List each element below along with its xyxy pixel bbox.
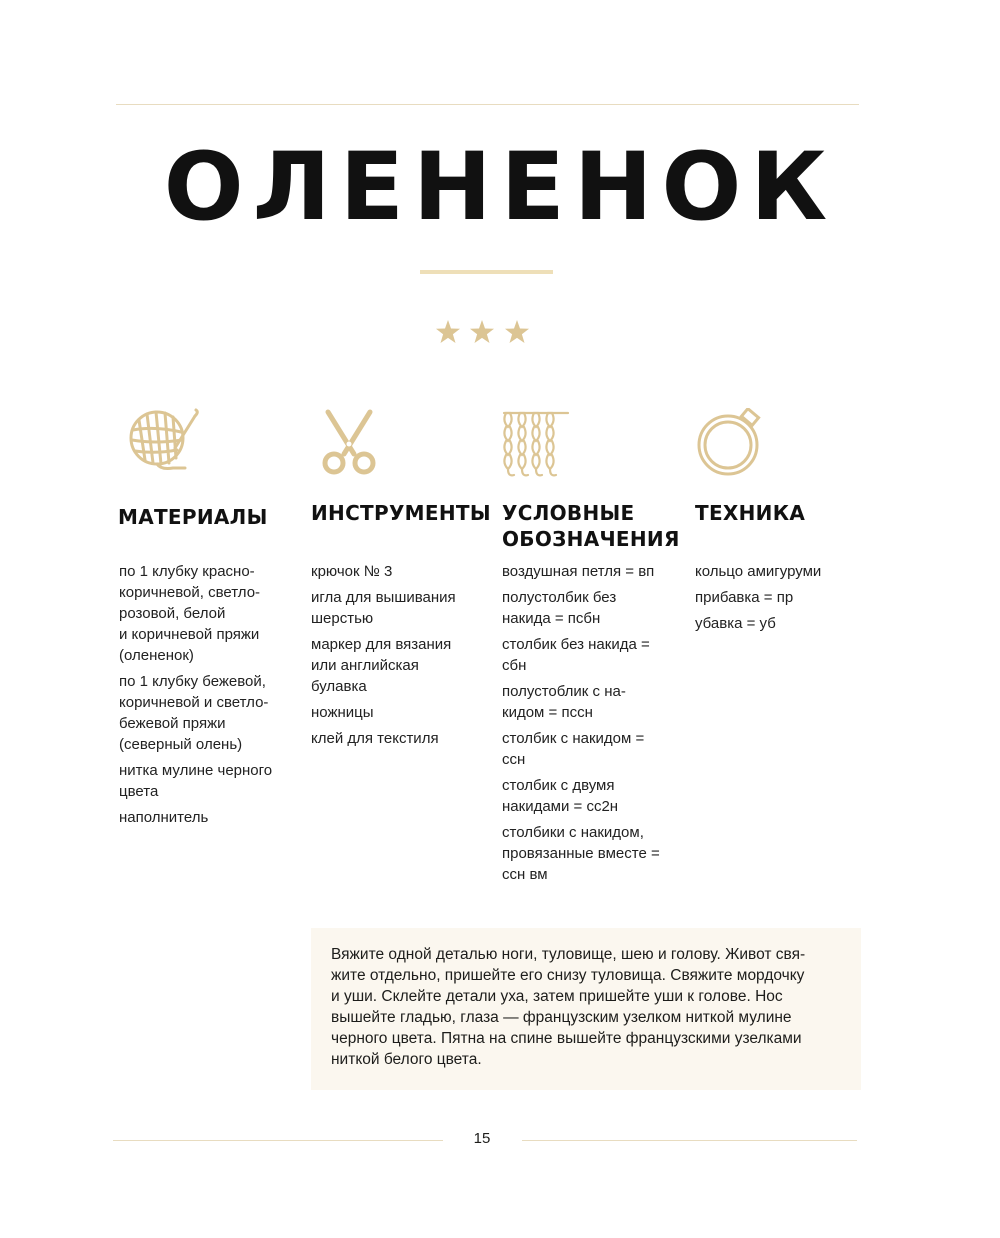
- list-item: кольцо амигуруми: [695, 563, 822, 580]
- list-item: крючок № 3: [311, 563, 393, 580]
- title-underline: [420, 270, 553, 274]
- list-item: по 1 клубку красно- коричневой, светло- розовой, белой и коричневой пряжи (олененок): [119, 563, 261, 664]
- technique-list: [695, 561, 885, 639]
- footer-rule-right: [522, 1140, 857, 1141]
- materials-heading: МАТЕРИАЛЫ: [118, 505, 268, 529]
- list-item: столбик с накидом = ссн: [502, 730, 645, 768]
- instructions-note: Вяжите одной деталью ноги, туловище, шею и голову. Живот свя- жите отдельно, пришейте его снизу туловища. Свяжите мордочку и уши. Склейте детали уха, затем пришейте уши к голове. Нос вышейте гладью, глаза — французским узелком ниткой мулине черного цвета. Пятна на спине вышейте французскими узелками ниткой белого цвета.: [311, 928, 861, 1090]
- amigurumi-ring-icon: [695, 408, 767, 478]
- list-item: убавка = уб: [695, 615, 776, 632]
- footer-rule-left: [113, 1140, 443, 1141]
- page-number: 15: [473, 1130, 491, 1147]
- list-item: наполнитель: [119, 809, 209, 826]
- list-item: полустолбик без накида = псбн: [502, 589, 617, 627]
- list-item: нитка мулине черного цвета: [119, 762, 273, 800]
- star-icon: [436, 320, 460, 343]
- list-item: игла для вышивания шерстью: [311, 589, 456, 627]
- tools-list: [311, 561, 491, 754]
- page-title: ОЛЕНЕНОК: [163, 133, 837, 242]
- list-item: воздушная петля = вп: [502, 563, 655, 580]
- tools-heading: ИНСТРУМЕНТЫ: [311, 501, 491, 525]
- scissors-icon: [314, 408, 384, 476]
- technique-heading: ТЕХНИКА: [695, 501, 806, 525]
- list-item: полустоблик с на- кидом = пссн: [502, 683, 626, 721]
- list-item: маркер для вязания или английская булавка: [311, 636, 452, 695]
- list-item: столбики с накидом, провязанные вместе = ссн вм: [502, 824, 660, 883]
- top-rule: [116, 104, 859, 105]
- list-item: по 1 клубку бежевой, коричневой и светло- бежевой пряжи (северный олень): [119, 673, 269, 753]
- star-icon: [470, 320, 494, 343]
- list-item: клей для текстиля: [311, 730, 439, 747]
- symbols-list: [502, 561, 687, 890]
- knit-stitch-icon: [500, 407, 572, 479]
- star-icon: [505, 320, 529, 343]
- list-item: ножницы: [311, 704, 374, 721]
- materials-list: [119, 561, 299, 833]
- list-item: столбик с двумя накидами = сс2н: [502, 777, 619, 815]
- yarn-ball-icon: [125, 408, 201, 474]
- symbols-heading: УСЛОВНЫЕ ОБОЗНАЧЕНИЯ: [502, 501, 680, 551]
- list-item: столбик без накида = сбн: [502, 636, 650, 674]
- difficulty-stars: [430, 316, 540, 346]
- list-item: прибавка = пр: [695, 589, 794, 606]
